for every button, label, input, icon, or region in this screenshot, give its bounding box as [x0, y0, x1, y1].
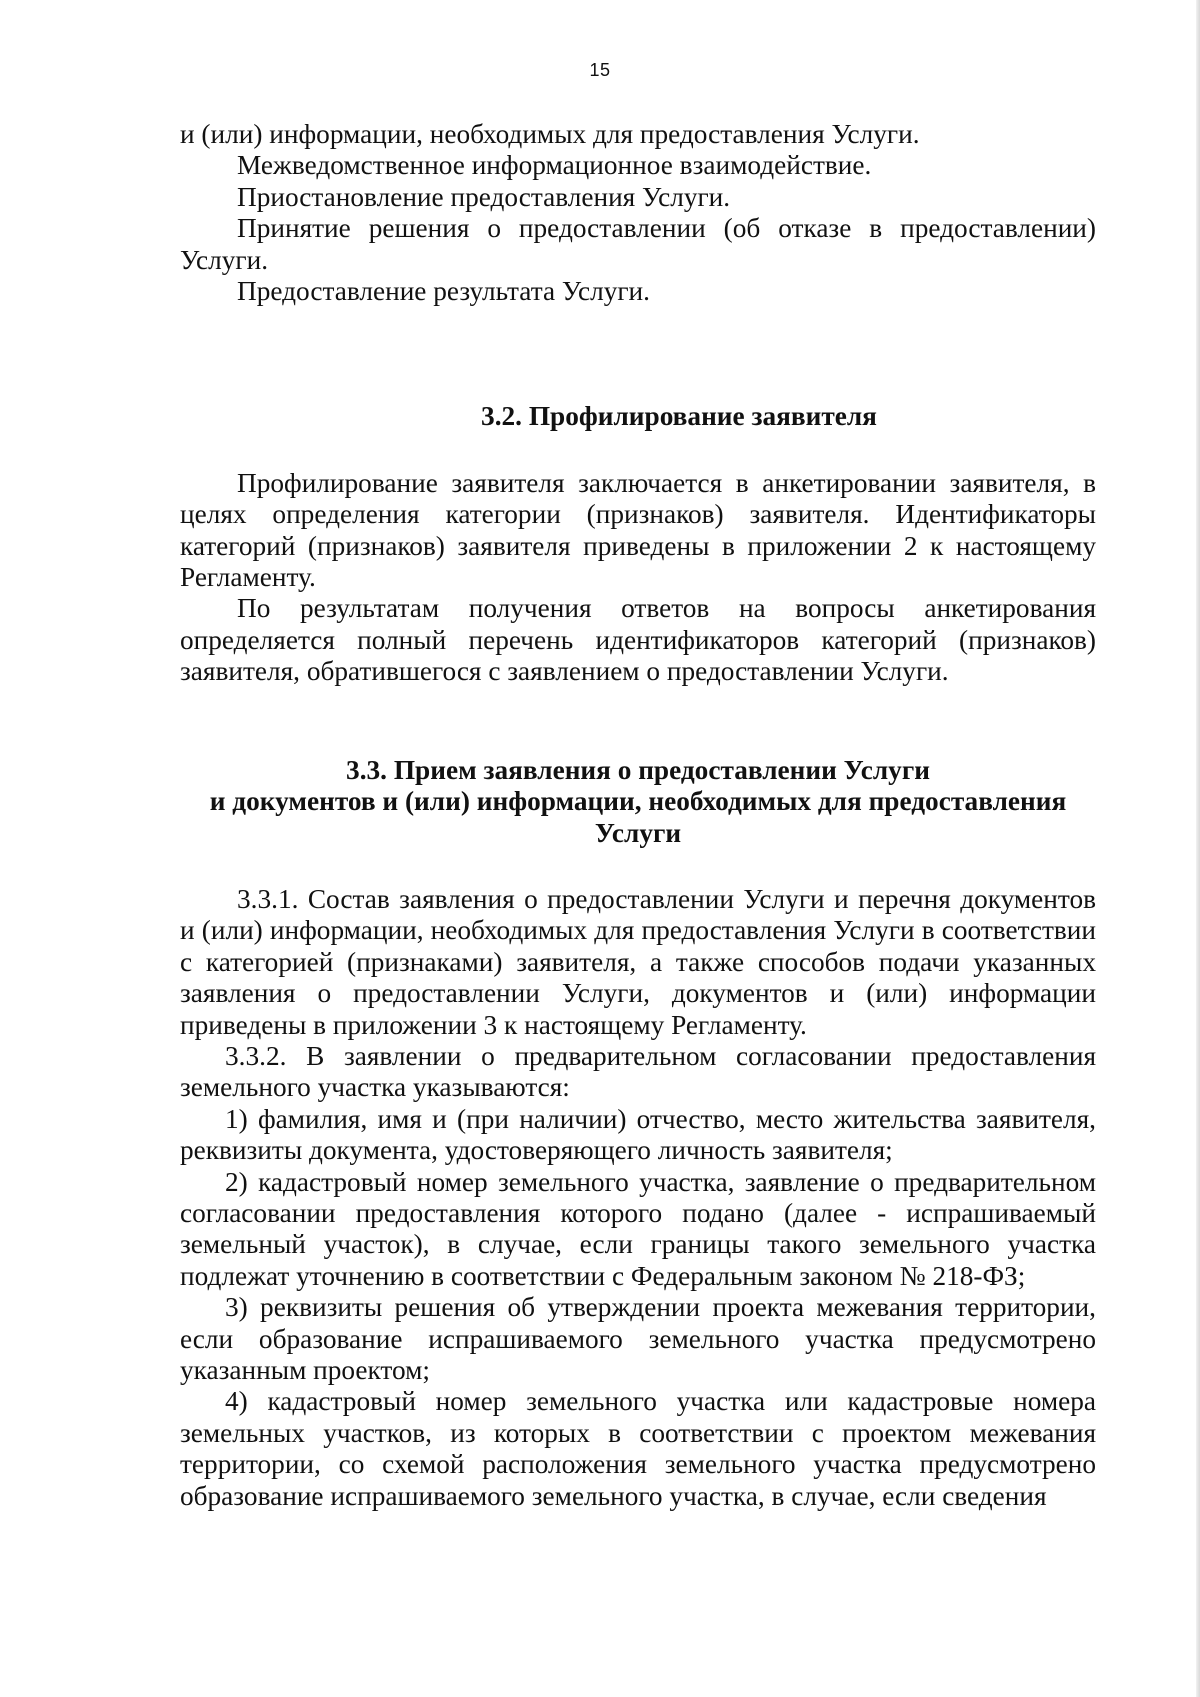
paragraph-profiling-results: По результатам получения ответов на вопросы анкетирования определяется полный перечень идентификаторов категорий (признаков) заявителя, обратившегося с заявлением о предоставлении Услуги. [180, 593, 1096, 687]
paragraph-profiling: Профилирование заявителя заключается в анкетировании заявителя, в целях определения категории (признаков) заявителя. Идентификаторы категорий (признаков) заявителя приведены в приложении 2 к настоящему Регламенту. [180, 467, 1096, 593]
list-item-3: 3) реквизиты решения об утверждении проекта межевания территории, если образование испрашиваемого земельного участка предусмотрено указанным проектом; [180, 1292, 1096, 1385]
paragraph-continuation: и (или) информации, необходимых для предоставления Услуги. [180, 119, 920, 149]
paragraph-decision: Принятие решения о предоставлении (об отказе в предоставлении) Услуги. [180, 213, 1096, 275]
paragraph-3-3-2: 3.3.2. В заявлении о предварительном согласовании предоставления земельного участка указываются: [180, 1040, 1096, 1103]
list-item-4: 4) кадастровый номер земельного участка или кадастровые номера земельных участков, из которых в соответствии с проектом межевания территории, со схемой расположения земельного участка предусмотрено образование испрашиваемого земельного участка, в случае, если сведения [180, 1386, 1096, 1511]
section-heading-3-3-line-2: и документов и (или) информации, необходимых для предоставления [209, 786, 1067, 817]
section-heading-3-3 [180, 755, 1096, 849]
paragraph-interagency: Межведомственное информационное взаимодействие. [237, 150, 872, 181]
list-item-2: 2) кадастровый номер земельного участка, заявление о предварительном согласовании предоставления которого подано (далее - испрашиваемый земельный участок), в случае, если границы такого земельного участка подлежат уточнению в соответствии с Федеральным законом № 218-ФЗ; [180, 1166, 1096, 1291]
paragraph-result: Предоставление результата Услуги. [237, 276, 650, 307]
paragraph-suspension: Приостановление предоставления Услуги. [237, 181, 731, 212]
section-heading-3-2: 3.2. Профилирование заявителя [481, 401, 877, 432]
document-body [180, 119, 1096, 1512]
section-heading-3-3-line-3: Услуги [594, 817, 682, 848]
page-number: 15 [589, 60, 611, 80]
list-item-1: 1) фамилия, имя и (при наличии) отчество, место жительства заявителя, реквизиты документа, удостоверяющего личность заявителя; [180, 1103, 1096, 1166]
page-edge-shadow [1196, 0, 1200, 1697]
section-heading-3-3-line-1: 3.3. Прием заявления о предоставлении Услуги [346, 754, 930, 785]
paragraph-3-3-1: 3.3.1. Состав заявления о предоставлении Услуги и перечня документов и (или) информации, необходимых для предоставления Услуги в соответствии с категорией (признаками) заявителя, а также способов подачи указанных заявления о предоставлении Услуги, документов и (или) информации приведены в приложении 3 к настоящему Регламенту. [180, 883, 1096, 1040]
